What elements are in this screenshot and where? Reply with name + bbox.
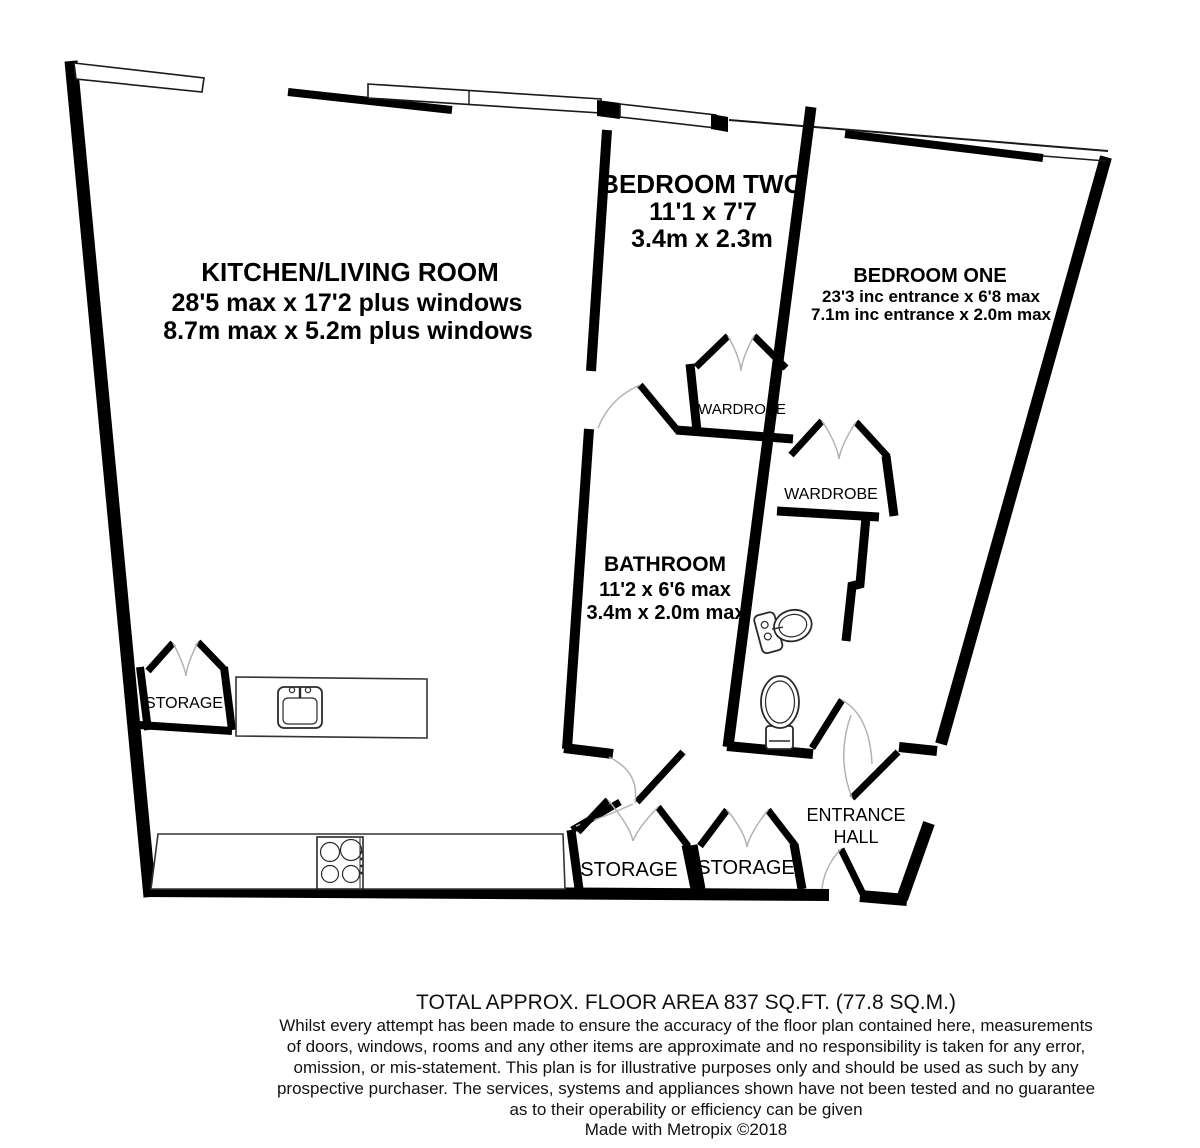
bedroom-one-label: BEDROOM ONE bbox=[853, 265, 1007, 287]
door-bathroom bbox=[598, 385, 678, 431]
metropix-credit-text: Made with Metropix ©2018 bbox=[584, 1120, 788, 1139]
door-swing-arc bbox=[173, 643, 186, 676]
storage-hall-right-label: STORAGE bbox=[697, 857, 795, 879]
door-swing-arc bbox=[609, 757, 636, 803]
counter-outline bbox=[236, 677, 427, 738]
bedroom-one-dims-metric: 7.1m inc entrance x 2.0m max bbox=[810, 305, 1052, 324]
disclaimer-line: of doors, windows, rooms and any other items are approximate and no responsibility is taken for any error, bbox=[286, 1037, 1086, 1056]
door-leaf bbox=[700, 810, 727, 846]
door-leaf bbox=[768, 810, 795, 845]
kitchen-sink-icon bbox=[278, 687, 322, 728]
footer bbox=[277, 991, 1095, 1139]
door-swing-arc bbox=[822, 421, 839, 459]
wall-right-exterior-lower bbox=[902, 823, 929, 899]
entrance-hall-label-line2: HALL bbox=[833, 827, 879, 847]
double-door-storage-hall-left bbox=[578, 800, 688, 846]
door-leaf bbox=[658, 807, 688, 846]
door-leaf bbox=[812, 700, 842, 748]
door-leaf bbox=[640, 385, 678, 431]
kitchen-living-room-label: KITCHEN/LIVING ROOM bbox=[201, 257, 499, 287]
wall-bedroom-two-left bbox=[591, 130, 607, 371]
entrance-hall-label-line1: ENTRANCE bbox=[806, 805, 906, 825]
kitchen-living-room-dims-metric: 8.7m max x 5.2m plus windows bbox=[163, 317, 533, 345]
wall-wardrobe-two-post bbox=[690, 364, 697, 431]
window-kitchen-top-icon bbox=[368, 84, 601, 113]
wall-pier-a bbox=[597, 100, 620, 119]
wall-kitchen-storage-bottom bbox=[139, 725, 232, 731]
bathroom-dims-metric: 3.4m x 2.0m max bbox=[586, 602, 746, 624]
door-leaf bbox=[696, 336, 728, 367]
sink-icon bbox=[753, 602, 816, 654]
wall-storage-left-post-a bbox=[571, 830, 579, 889]
double-door-storage-hall-right bbox=[700, 810, 795, 847]
bedroom-two-label: BEDROOM TWO bbox=[600, 169, 804, 199]
door-swing-arc bbox=[728, 336, 741, 371]
door-swing-arc bbox=[741, 336, 754, 371]
door-swing-arc bbox=[844, 715, 852, 798]
wall-pier-b bbox=[711, 114, 728, 132]
bedroom-one-dims-imperial: 23'3 inc entrance x 6'8 max bbox=[822, 287, 1040, 306]
kitchen-living-room-dims-imperial: 28'5 max x 17'2 plus windows bbox=[171, 289, 523, 317]
total-floor-area-text: TOTAL APPROX. FLOOR AREA 837 SQ.FT. (77.8 SQ.M.) bbox=[416, 991, 956, 1014]
door-leaf bbox=[148, 643, 173, 671]
door-swing-arc bbox=[822, 849, 841, 889]
wall-right-exterior-upper bbox=[941, 157, 1106, 744]
door-swing-arc bbox=[633, 807, 658, 841]
window-kitchen-left-icon bbox=[74, 63, 204, 92]
wall-bottom-exterior bbox=[144, 891, 829, 895]
door-swing-arc bbox=[598, 385, 640, 428]
wall-storage-right-post-b bbox=[794, 844, 802, 889]
door-swing-arc bbox=[747, 810, 768, 847]
door-leaf bbox=[198, 642, 224, 669]
door-leaf bbox=[852, 752, 898, 798]
wall-wardrobe-one-post bbox=[886, 456, 894, 516]
door-swing-arc bbox=[727, 810, 747, 847]
door-front-entrance bbox=[822, 849, 863, 894]
storage-kitchen-label: STORAGE bbox=[145, 695, 223, 712]
kitchen-island-counter bbox=[236, 677, 427, 738]
wardrobe-bedroom-two-label: WARDROBE bbox=[698, 401, 786, 418]
wall-bedroom-one-door-stub bbox=[899, 747, 937, 751]
window-bedroom-two-icon bbox=[620, 104, 716, 128]
double-door-wardrobe-bedroom-one bbox=[791, 421, 888, 459]
wardrobe-bedroom-one-label: WARDROBE bbox=[784, 486, 878, 503]
bathroom-dims-imperial: 11'2 x 6'6 max bbox=[599, 579, 731, 601]
disclaimer-line: as to their operability or efficiency can be given bbox=[509, 1100, 863, 1119]
bathroom-label: BATHROOM bbox=[603, 553, 727, 576]
toilet-icon bbox=[761, 676, 799, 749]
storage-hall-left-label: STORAGE bbox=[580, 859, 678, 881]
disclaimer-line: prospective purchaser. The services, systems and appliances shown have not been tested and no guarantee bbox=[276, 1079, 1096, 1098]
wall-bathroom-left bbox=[567, 429, 589, 749]
door-leaf bbox=[841, 849, 863, 894]
door-leaf bbox=[856, 422, 888, 457]
hob-icon bbox=[317, 837, 363, 889]
wall-corridor-jog bbox=[846, 517, 866, 641]
disclaimer-line: omission, or mis-statement. This plan is for illustrative purposes only and should be used as such by any bbox=[293, 1058, 1079, 1077]
door-corridor bbox=[812, 700, 872, 764]
door-leaf bbox=[791, 421, 822, 455]
wall-wardrobe-one-bottom bbox=[777, 511, 879, 517]
door-leaf bbox=[637, 752, 683, 802]
fixtures bbox=[151, 602, 816, 889]
window-bedroom-one-icon bbox=[1043, 156, 1106, 161]
door-swing-arc bbox=[186, 642, 198, 676]
bedroom-two-dims-metric: 3.4m x 2.3m bbox=[631, 225, 773, 253]
wall-left-exterior bbox=[71, 61, 150, 897]
double-door-kitchen-storage bbox=[148, 642, 224, 676]
disclaimer-line: Whilst every attempt has been made to ensure the accuracy of the floor plan contained here, measurements bbox=[279, 1016, 1093, 1035]
bedroom-two-dims-imperial: 11'1 x 7'7 bbox=[649, 198, 757, 226]
wall-bathroom-bottom bbox=[564, 748, 613, 754]
door-swing-arc bbox=[839, 422, 856, 459]
wall-kitchen-storage-right bbox=[224, 667, 232, 730]
kitchen-counter bbox=[151, 834, 565, 889]
